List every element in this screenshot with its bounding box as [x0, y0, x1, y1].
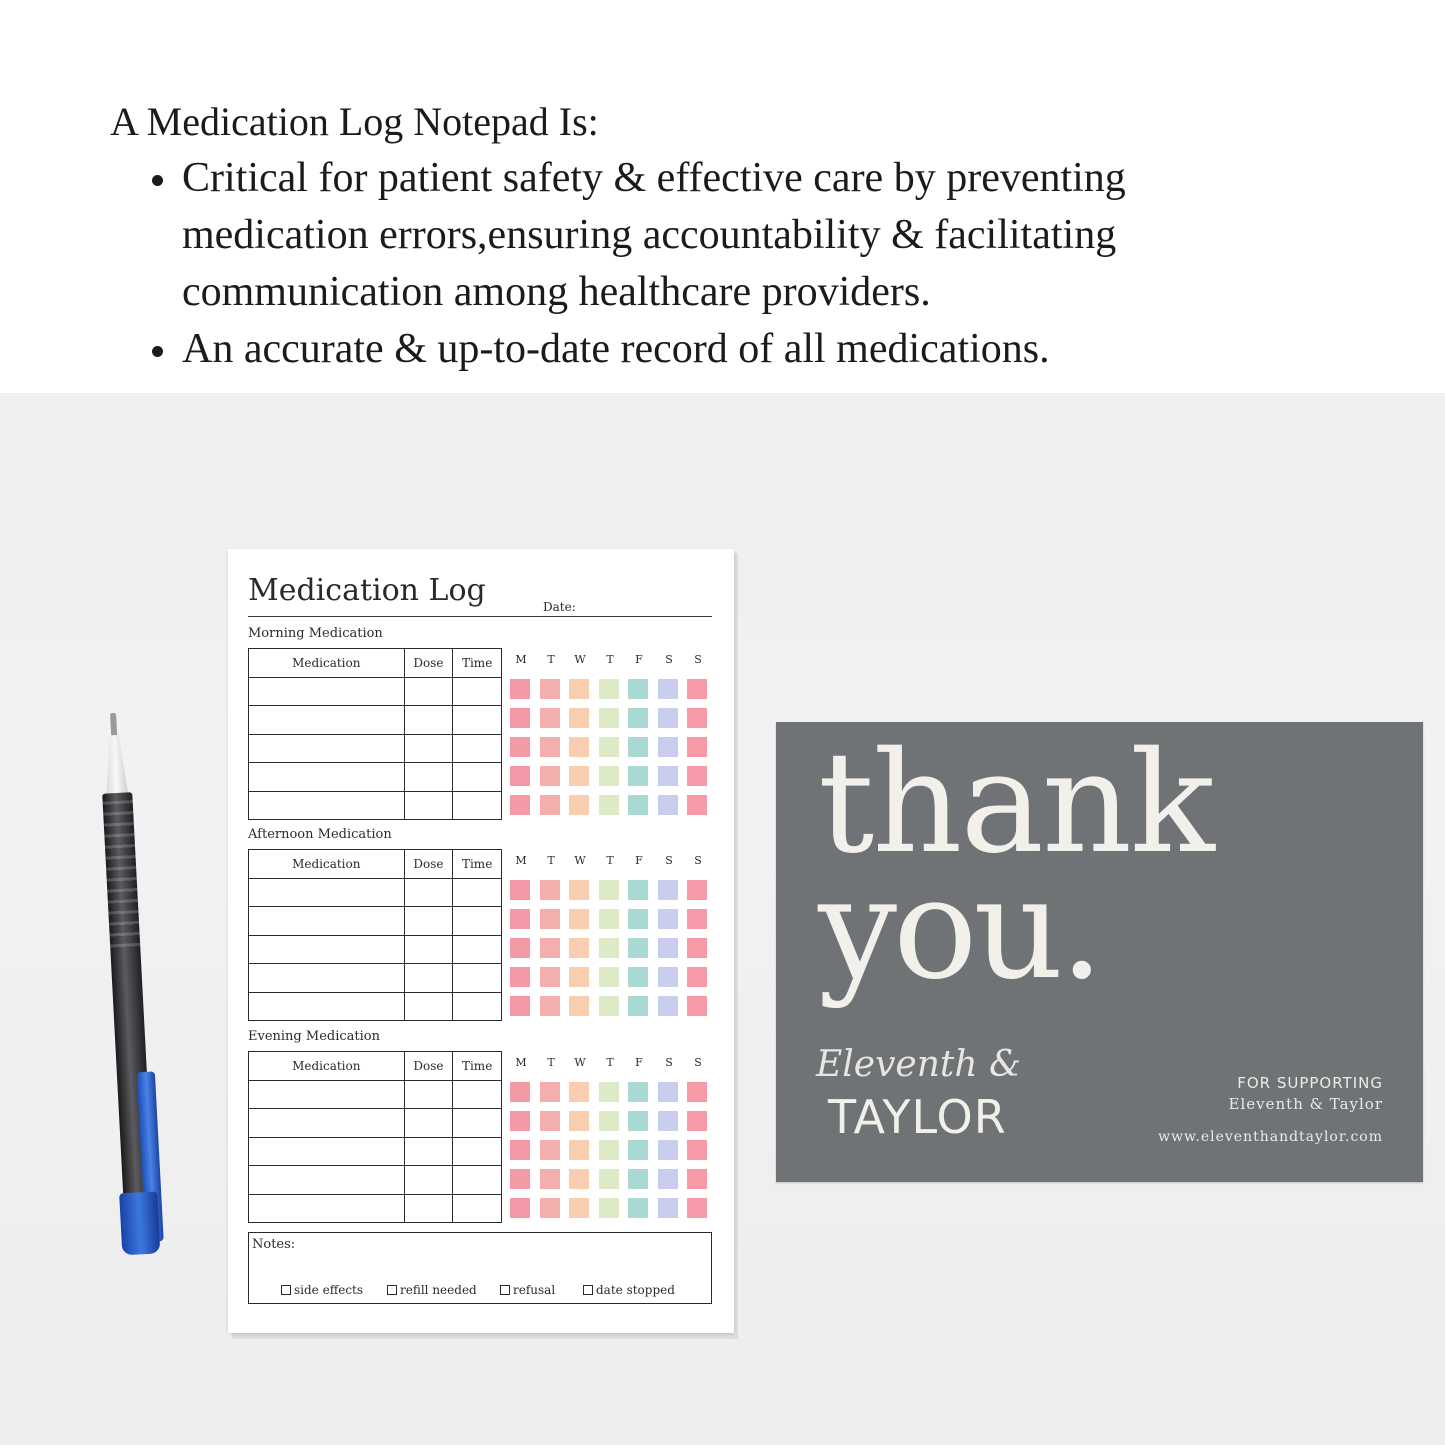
checkbox-icon	[500, 1285, 510, 1295]
note-option: side effects	[281, 1283, 363, 1297]
checkbox-icon	[583, 1285, 593, 1295]
table-cell	[249, 1137, 405, 1166]
day-checkbox	[599, 1198, 619, 1218]
day-checkbox	[628, 708, 648, 728]
table-cell	[404, 1137, 453, 1166]
notes-label: Notes:	[252, 1237, 296, 1252]
table-cell	[249, 1080, 405, 1109]
table-cell	[453, 1080, 502, 1109]
caption-area	[0, 0, 1445, 393]
weekday-label: M	[515, 653, 527, 666]
day-checkbox	[687, 909, 707, 929]
table-cell	[404, 964, 453, 993]
day-checkbox	[687, 1082, 707, 1102]
weekday-label: M	[515, 854, 527, 867]
table-cell	[404, 734, 453, 763]
day-checkbox	[687, 737, 707, 757]
medication-table	[248, 648, 502, 820]
table-cell	[453, 734, 502, 763]
table-cell	[249, 706, 405, 735]
day-checkbox	[599, 737, 619, 757]
day-checkbox	[540, 1082, 560, 1102]
column-header: Time	[453, 1052, 502, 1081]
day-checkbox	[569, 1198, 589, 1218]
note-option: refill needed	[387, 1283, 477, 1297]
day-checkbox	[628, 737, 648, 757]
checkbox-grid	[510, 880, 720, 1022]
medication-section	[248, 626, 718, 816]
table-cell	[404, 1109, 453, 1138]
card-line2: you.	[818, 848, 1101, 1011]
table-row	[249, 1080, 502, 1109]
support-line2: Eleventh & Taylor	[1228, 1095, 1383, 1113]
weekday-label: S	[665, 854, 673, 867]
day-checkbox	[510, 996, 530, 1016]
weekday-label: S	[665, 653, 673, 666]
day-checkbox	[540, 996, 560, 1016]
day-checkbox	[569, 1169, 589, 1189]
day-checkbox	[569, 737, 589, 757]
bullet-item: An accurate & up-to-date record of all medications.	[150, 321, 1310, 378]
day-checkbox	[540, 909, 560, 929]
table-cell	[453, 1109, 502, 1138]
table-cell	[404, 1194, 453, 1223]
table-cell	[404, 878, 453, 907]
table-row	[249, 1194, 502, 1223]
day-checkbox	[569, 938, 589, 958]
day-checkbox	[540, 1140, 560, 1160]
table-cell	[404, 677, 453, 706]
table-cell	[453, 992, 502, 1021]
table-cell	[404, 791, 453, 820]
table-row	[249, 1166, 502, 1195]
day-checkbox	[658, 996, 678, 1016]
day-checkbox	[628, 1082, 648, 1102]
table-cell	[404, 992, 453, 1021]
note-option: date stopped	[583, 1283, 675, 1297]
day-checkbox	[599, 1082, 619, 1102]
day-checkbox	[628, 1169, 648, 1189]
day-checkbox	[510, 708, 530, 728]
column-header: Medication	[249, 1052, 405, 1081]
day-checkbox	[658, 795, 678, 815]
table-row	[249, 964, 502, 993]
table-cell	[453, 677, 502, 706]
table-cell	[249, 791, 405, 820]
day-checkbox	[599, 1140, 619, 1160]
note-option: refusal	[500, 1283, 555, 1297]
weekday-label: F	[635, 1056, 643, 1069]
day-checkbox	[628, 766, 648, 786]
day-checkbox	[510, 1111, 530, 1131]
day-checkbox	[658, 1198, 678, 1218]
day-checkbox	[687, 1169, 707, 1189]
section-title: Afternoon Medication	[248, 827, 392, 842]
day-checkbox	[569, 996, 589, 1016]
table-cell	[249, 907, 405, 936]
day-checkbox	[599, 1169, 619, 1189]
checkbox-icon	[281, 1285, 291, 1295]
logo-name: TAYLOR	[828, 1090, 1007, 1144]
table-cell	[249, 992, 405, 1021]
day-checkbox	[599, 967, 619, 987]
day-checkbox	[510, 1140, 530, 1160]
day-checkbox	[510, 1198, 530, 1218]
day-checkbox	[540, 1111, 560, 1131]
day-checkbox	[540, 880, 560, 900]
day-checkbox	[687, 967, 707, 987]
table-cell	[453, 935, 502, 964]
medication-table	[248, 1051, 502, 1223]
day-checkbox	[510, 737, 530, 757]
table-cell	[249, 1166, 405, 1195]
day-checkbox	[687, 938, 707, 958]
day-checkbox	[658, 909, 678, 929]
table-cell	[453, 1166, 502, 1195]
day-checkbox	[687, 708, 707, 728]
table-cell	[453, 791, 502, 820]
day-checkbox	[687, 1140, 707, 1160]
table-row	[249, 935, 502, 964]
day-checkbox	[599, 938, 619, 958]
column-header: Dose	[404, 850, 453, 879]
day-checkbox	[510, 909, 530, 929]
day-checkbox	[658, 1140, 678, 1160]
weekday-label: S	[694, 653, 702, 666]
weekday-label: W	[574, 854, 586, 867]
weekday-header	[511, 653, 721, 669]
day-checkbox	[599, 1111, 619, 1131]
bullet-item: Critical for patient safety & effective care by preventing medication errors,ensuring accountability & facilitating communication among healthcare providers.	[150, 150, 1310, 321]
caption-bullets	[150, 150, 1310, 378]
day-checkbox	[599, 996, 619, 1016]
weekday-label: T	[606, 854, 614, 867]
thank-you-card	[776, 722, 1423, 1182]
day-checkbox	[658, 938, 678, 958]
table-cell	[249, 1194, 405, 1223]
weekday-label: T	[606, 1056, 614, 1069]
day-checkbox	[687, 880, 707, 900]
day-checkbox	[510, 967, 530, 987]
checkbox-icon	[387, 1285, 397, 1295]
table-cell	[249, 1109, 405, 1138]
weekday-label: F	[635, 854, 643, 867]
day-checkbox	[510, 1082, 530, 1102]
day-checkbox	[540, 708, 560, 728]
day-checkbox	[569, 708, 589, 728]
weekday-label: T	[547, 1056, 555, 1069]
day-checkbox	[687, 795, 707, 815]
day-checkbox	[540, 795, 560, 815]
day-checkbox	[628, 1198, 648, 1218]
column-header: Time	[453, 850, 502, 879]
table-row	[249, 791, 502, 820]
table-row	[249, 1109, 502, 1138]
weekday-label: W	[574, 653, 586, 666]
weekday-label: T	[547, 653, 555, 666]
day-checkbox	[599, 795, 619, 815]
day-checkbox	[599, 880, 619, 900]
day-checkbox	[510, 679, 530, 699]
weekday-label: W	[574, 1056, 586, 1069]
table-cell	[404, 1166, 453, 1195]
table-cell	[249, 734, 405, 763]
day-checkbox	[540, 766, 560, 786]
medication-section	[248, 827, 718, 1017]
day-checkbox	[658, 737, 678, 757]
day-checkbox	[599, 708, 619, 728]
day-checkbox	[569, 795, 589, 815]
table-cell	[249, 763, 405, 792]
table-cell	[453, 1137, 502, 1166]
checkbox-grid	[510, 1082, 720, 1224]
day-checkbox	[569, 1082, 589, 1102]
day-checkbox	[569, 967, 589, 987]
day-checkbox	[569, 766, 589, 786]
table-cell	[453, 964, 502, 993]
day-checkbox	[569, 1111, 589, 1131]
day-checkbox	[599, 766, 619, 786]
day-checkbox	[628, 795, 648, 815]
day-checkbox	[599, 679, 619, 699]
notes-box	[248, 1232, 712, 1304]
table-cell	[404, 907, 453, 936]
weekday-label: S	[694, 1056, 702, 1069]
table-row	[249, 763, 502, 792]
day-checkbox	[687, 679, 707, 699]
day-checkbox	[628, 938, 648, 958]
weekday-label: T	[547, 854, 555, 867]
table-row	[249, 677, 502, 706]
day-checkbox	[628, 996, 648, 1016]
day-checkbox	[687, 996, 707, 1016]
logo-script: Eleventh &	[816, 1044, 1022, 1085]
table-row	[249, 706, 502, 735]
notepad	[228, 549, 734, 1333]
day-checkbox	[540, 967, 560, 987]
day-checkbox	[658, 967, 678, 987]
caption-heading: A Medication Log Notepad Is:	[110, 99, 599, 144]
table-cell	[453, 763, 502, 792]
weekday-label: S	[665, 1056, 673, 1069]
day-checkbox	[687, 1198, 707, 1218]
table-cell	[453, 878, 502, 907]
support-line1: FOR SUPPORTING	[1237, 1074, 1383, 1092]
day-checkbox	[569, 880, 589, 900]
table-row	[249, 992, 502, 1021]
day-checkbox	[658, 679, 678, 699]
weekday-label: F	[635, 653, 643, 666]
date-label: Date:	[543, 600, 576, 614]
day-checkbox	[599, 909, 619, 929]
day-checkbox	[658, 1169, 678, 1189]
weekday-header	[511, 854, 721, 870]
table-row	[249, 907, 502, 936]
day-checkbox	[628, 909, 648, 929]
day-checkbox	[628, 679, 648, 699]
day-checkbox	[569, 909, 589, 929]
table-cell	[404, 763, 453, 792]
column-header: Medication	[249, 649, 405, 678]
section-title: Morning Medication	[248, 626, 383, 641]
day-checkbox	[687, 1111, 707, 1131]
column-header: Dose	[404, 649, 453, 678]
table-cell	[404, 935, 453, 964]
table-cell	[249, 878, 405, 907]
day-checkbox	[658, 1082, 678, 1102]
day-checkbox	[628, 1111, 648, 1131]
weekday-label: M	[515, 1056, 527, 1069]
day-checkbox	[540, 938, 560, 958]
card-url: www.eleventhandtaylor.com	[1158, 1129, 1383, 1145]
day-checkbox	[658, 708, 678, 728]
table-row	[249, 878, 502, 907]
table-cell	[249, 935, 405, 964]
day-checkbox	[510, 766, 530, 786]
medication-section	[248, 1029, 718, 1219]
day-checkbox	[510, 880, 530, 900]
title-rule	[248, 616, 712, 617]
day-checkbox	[540, 1169, 560, 1189]
table-cell	[453, 706, 502, 735]
notepad-title: Medication Log	[248, 573, 486, 608]
day-checkbox	[628, 967, 648, 987]
card-line1: thank	[818, 722, 1213, 885]
day-checkbox	[510, 1169, 530, 1189]
day-checkbox	[540, 1198, 560, 1218]
day-checkbox	[687, 766, 707, 786]
day-checkbox	[510, 938, 530, 958]
table-row	[249, 1137, 502, 1166]
checkbox-grid	[510, 679, 720, 821]
day-checkbox	[658, 766, 678, 786]
day-checkbox	[540, 737, 560, 757]
day-checkbox	[510, 795, 530, 815]
table-cell	[404, 706, 453, 735]
table-cell	[404, 1080, 453, 1109]
weekday-label: S	[694, 854, 702, 867]
weekday-header	[511, 1056, 721, 1072]
medication-table	[248, 849, 502, 1021]
column-header: Medication	[249, 850, 405, 879]
weekday-label: T	[606, 653, 614, 666]
day-checkbox	[569, 1140, 589, 1160]
day-checkbox	[628, 1140, 648, 1160]
table-cell	[453, 1194, 502, 1223]
day-checkbox	[658, 1111, 678, 1131]
table-cell	[249, 964, 405, 993]
day-checkbox	[540, 679, 560, 699]
section-title: Evening Medication	[248, 1029, 380, 1044]
day-checkbox	[628, 880, 648, 900]
table-cell	[453, 907, 502, 936]
table-row	[249, 734, 502, 763]
table-cell	[249, 677, 405, 706]
day-checkbox	[658, 880, 678, 900]
day-checkbox	[569, 679, 589, 699]
column-header: Time	[453, 649, 502, 678]
column-header: Dose	[404, 1052, 453, 1081]
